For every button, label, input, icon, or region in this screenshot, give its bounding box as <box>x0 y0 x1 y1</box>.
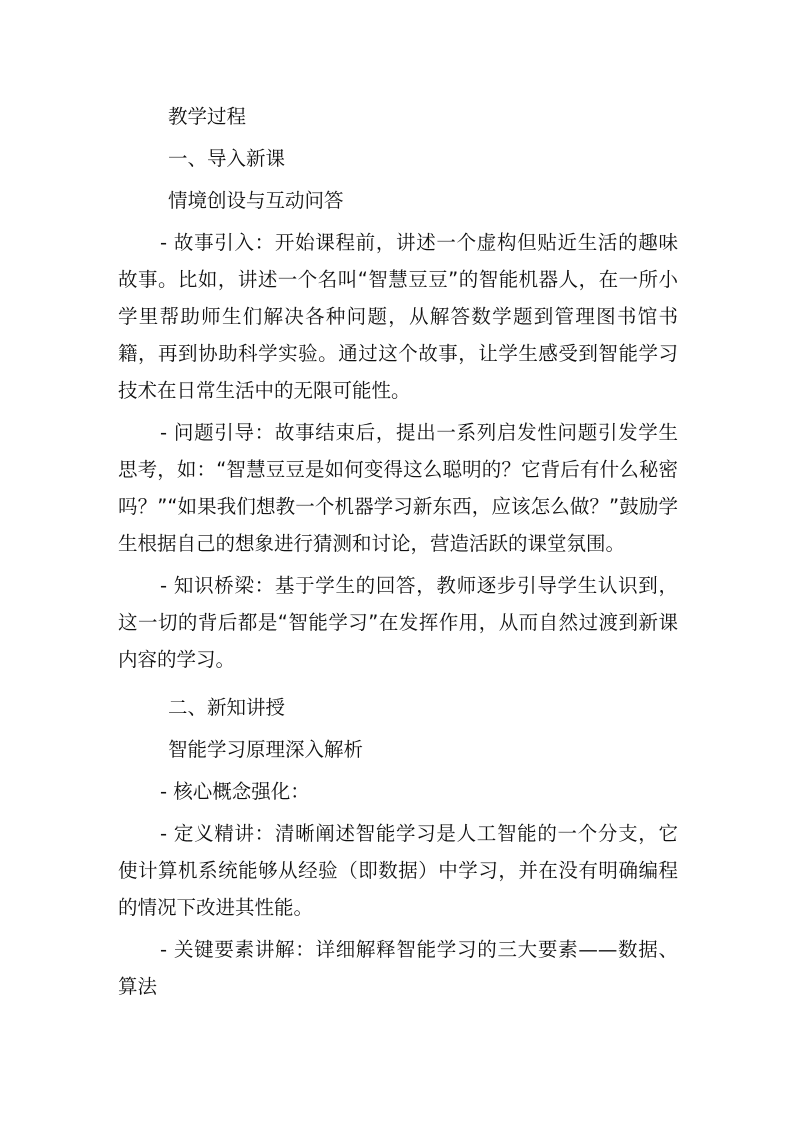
doc-title: 教学过程 <box>168 105 247 128</box>
paragraph-question-guide: - 问题引导：故事结束后，提出一系列启发性问题引发学生思考，如：“智慧豆豆是如何变得这么聪明的？它背后有什么秘密吗？”“如果我们想教一个机器学习新东西，应该怎么做？”鼓励学生根据自己的想象进行猜测和讨论，营造活跃的课堂氛围。 <box>118 421 678 555</box>
paragraph-story-intro: - 故事引入：开始课程前，讲述一个虚构但贴近生活的趣味故事。比如，讲述一个名叫“智慧豆豆”的智能机器人，在一所小学里帮助师生们解决各种问题，从解答数学题到管理图书馆书籍，再到协助科学实验。通过这个故事，让学生感受到智能学习技术在日常生活中的无限可能性。 <box>118 231 678 402</box>
paragraph-core-concept: - 核心概念强化： <box>160 780 310 803</box>
paragraph-definition: - 定义精讲：清晰阐述智能学习是人工智能的一个分支，它使计算机系统能够从经验（即数据）中学习，并在没有明确编程的情况下改进其性能。 <box>118 822 678 919</box>
document-body <box>118 98 678 1005</box>
subheading-scenario: 情境创设与互动问答 <box>168 189 344 212</box>
subheading-principles: 智能学习原理深入解析 <box>168 738 364 761</box>
paragraph-knowledge-bridge: - 知识桥梁：基于学生的回答，教师逐步引导学生认识到，这一切的背后都是“智能学习”在发挥作用，从而自然过渡到新课内容的学习。 <box>118 574 678 671</box>
section-heading-intro: 一、导入新课 <box>168 147 286 170</box>
paragraph-key-elements: - 关键要素讲解：详细解释智能学习的三大要素——数据、算法 <box>118 938 678 998</box>
section-heading-new-knowledge: 二、新知讲授 <box>168 696 286 719</box>
